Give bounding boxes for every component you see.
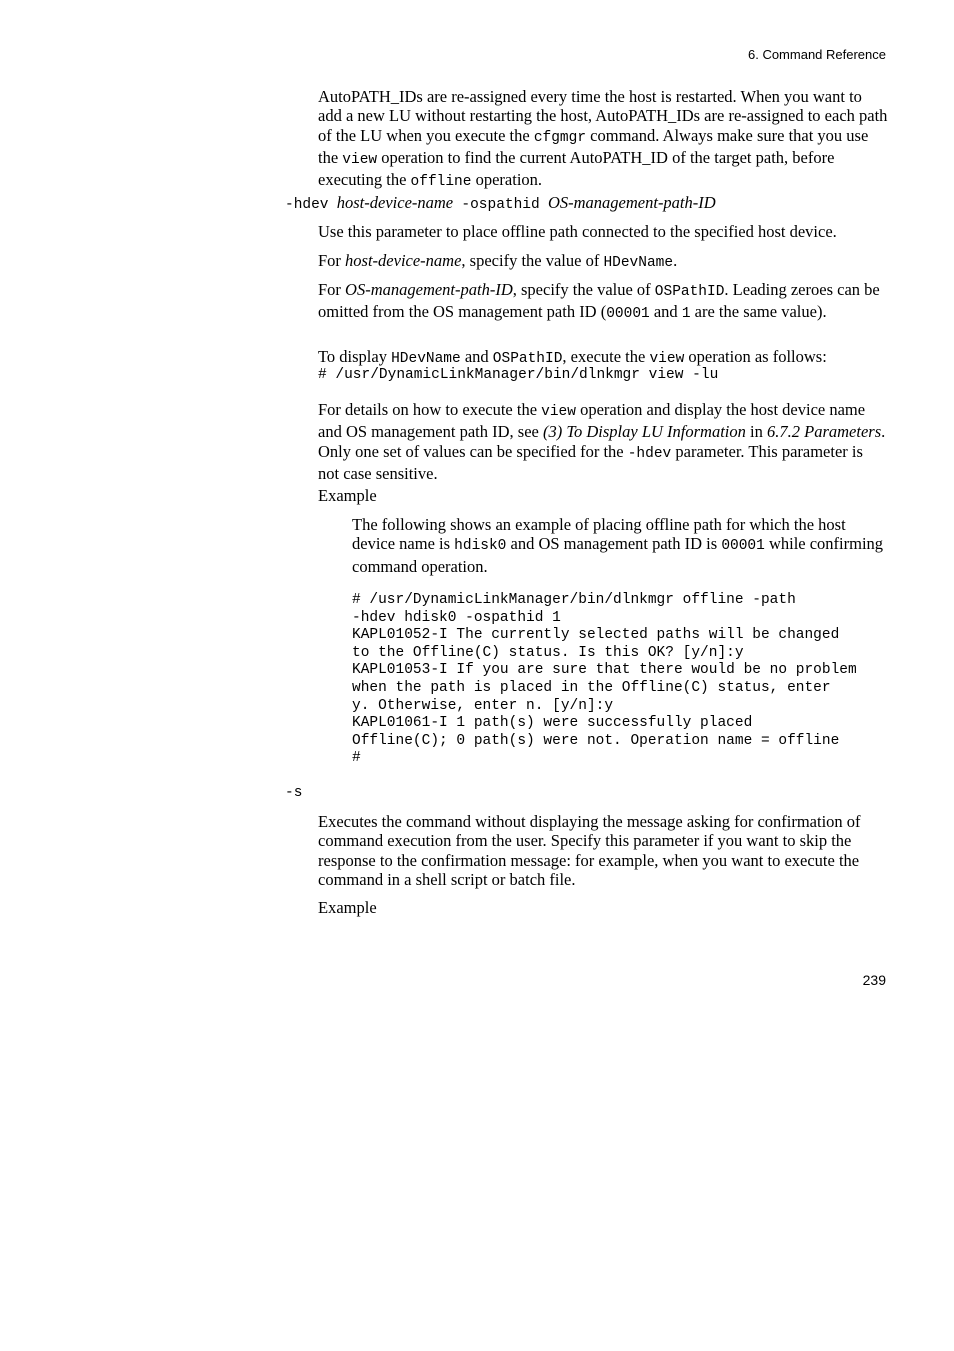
s-parameter-heading: -s (285, 785, 303, 801)
code-hdev: -hdev (627, 445, 672, 462)
text: . (673, 251, 678, 270)
example-description (352, 515, 892, 576)
text: For (318, 280, 346, 299)
text: , specify the value of (512, 280, 655, 299)
text: To display (318, 347, 392, 366)
text: while confirming command operation. (352, 534, 884, 576)
example-label: Example (318, 898, 377, 917)
hdev-parameter-heading (285, 193, 716, 215)
code-value: 1 (681, 306, 691, 323)
code-hdevname: HDevName (603, 255, 674, 271)
s-description: Executes the command without displaying the message asking for confirmation of command execution from the user. Specify this parameter if you want to skip the response to the confirmation message: for example, when you want to execute the command in a shell script or batch file. (318, 812, 861, 889)
code-line: # /usr/DynamicLinkManager/bin/dlnkmgr offline -path (352, 592, 796, 608)
cross-reference: 6.7.2 Parameters (767, 422, 882, 442)
code-hdisk0: hdisk0 (454, 538, 507, 555)
text: The following shows an example of placing offline path for which the host device name is (352, 515, 846, 554)
ospathid-paragraph (318, 280, 888, 325)
text: . Only one set of values can be specified for the (318, 422, 886, 461)
host-device-name-paragraph (318, 251, 888, 273)
option-ospathid: -ospathid (461, 197, 540, 213)
code-offline: offline (410, 174, 472, 191)
code-line: KAPL01061-I 1 path(s) were successfully placed (352, 715, 753, 732)
option-hdev: -hdev (285, 197, 329, 213)
code-value: 00001 (606, 306, 650, 323)
text: operation to find the current AutoPATH_ID of the target path, before executing the (318, 147, 835, 190)
view-command-line: # /usr/DynamicLinkManager/bin/dlnkmgr view -lu (318, 367, 719, 383)
text: AutoPATH_IDs are re-assigned every time the host is restarted. When you want to add a new LU without restarting the host, AutoPATH_IDs are re-assigned to each path of the LU when you execute the (318, 87, 888, 145)
code-line: Offline(C); 0 path(s) were not. Operation name = offline (352, 732, 840, 749)
code-ospathid: OSPathID (654, 284, 725, 300)
autopath-paragraph (318, 87, 888, 192)
code-line: when the path is placed in the Offline(C) status, enter (352, 679, 831, 696)
code-ospathid: OSPathID (492, 351, 563, 367)
code-line: KAPL01052-I The currently selected paths will be changed (352, 627, 840, 644)
text: and OS management path ID is (506, 534, 722, 554)
cross-reference: (3) To Display LU Information (542, 422, 746, 442)
text: and (460, 347, 493, 366)
text: and (649, 302, 682, 322)
example-label: Example (318, 486, 377, 505)
code-view: view (342, 151, 378, 168)
code-view: view (649, 351, 685, 367)
text: operation as follows: (684, 347, 827, 366)
text: are the same value). (690, 302, 827, 322)
arg: OS-management-path-ID (345, 280, 513, 299)
code-line: # (352, 750, 361, 767)
text: , specify the value of (461, 251, 604, 270)
running-header: 6. Command Reference (747, 47, 886, 62)
code-hdevname: HDevName (391, 351, 461, 367)
hdev-description: Use this parameter to place offline path connected to the specified host device. (318, 222, 837, 241)
arg-host-device-name: host-device-name (336, 193, 454, 212)
code-value: 00001 (721, 538, 765, 555)
text: For details on how to execute the (318, 400, 542, 419)
text: For (318, 251, 346, 270)
arg-os-management-path-id: OS-management-path-ID (547, 193, 716, 212)
code-line: KAPL01053-I If you are sure that there would be no problem (352, 662, 857, 679)
text: command. Always make sure that you use the (318, 125, 869, 167)
arg: host-device-name (345, 251, 462, 270)
code-line: -hdev hdisk0 -ospathid 1 (352, 609, 561, 626)
text: operation. (471, 170, 543, 190)
details-paragraph (318, 400, 888, 483)
code-view: view (541, 404, 576, 420)
text: in (745, 422, 767, 442)
text: parameter. This parameter is not case sensitive. (318, 441, 863, 483)
code-line: to the Offline(C) status. Is this OK? [y/n]:y (352, 644, 744, 661)
code-cfgmgr: cfgmgr (533, 129, 587, 146)
page-number: 239 (862, 972, 886, 988)
text: . Leading zeroes can be omitted from the OS management path ID ( (318, 280, 880, 322)
example-code-block (352, 592, 857, 768)
text: , execute the (562, 347, 650, 366)
code-line: y. Otherwise, enter n. [y/n]:y (352, 697, 614, 714)
text: operation and display the host device name and OS management path ID, see (318, 400, 866, 442)
